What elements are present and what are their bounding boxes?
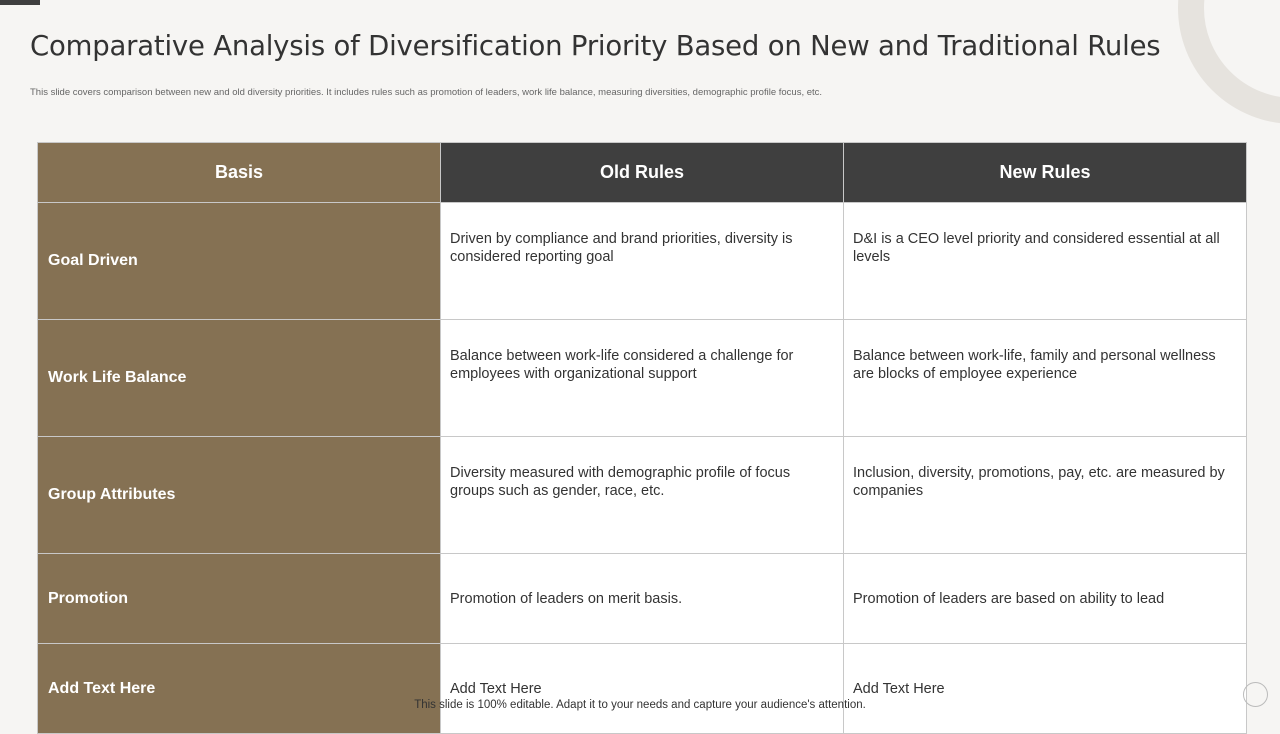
old-rule-cell: Balance between work-life considered a challenge for employees with organizational support — [441, 320, 844, 437]
basis-cell: Add Text Here — [38, 644, 441, 734]
new-rule-cell: Add Text Here — [844, 644, 1247, 734]
old-rule-cell: Driven by compliance and brand priorities, diversity is considered reporting goal — [441, 203, 844, 320]
basis-cell: Promotion — [38, 554, 441, 644]
decorative-ring — [1178, 0, 1280, 124]
new-rule-cell: Promotion of leaders are based on ability to lead — [844, 554, 1247, 644]
table-header-row — [38, 143, 1247, 203]
comparison-table — [37, 142, 1247, 734]
table-row — [38, 437, 1247, 554]
new-rule-cell: D&I is a CEO level priority and considered essential at all levels — [844, 203, 1247, 320]
old-rule-cell: Promotion of leaders on merit basis. — [441, 554, 844, 644]
table-row — [38, 203, 1247, 320]
basis-cell: Group Attributes — [38, 437, 441, 554]
page-title: Comparative Analysis of Diversification Priority Based on New and Traditional Rules — [30, 30, 1161, 62]
header-new-rules: New Rules — [844, 143, 1247, 203]
new-rule-cell: Inclusion, diversity, promotions, pay, etc. are measured by companies — [844, 437, 1247, 554]
table-row — [38, 554, 1247, 644]
header-old-rules: Old Rules — [441, 143, 844, 203]
table-row — [38, 320, 1247, 437]
header-basis: Basis — [38, 143, 441, 203]
table-row — [38, 644, 1247, 734]
slide-nav-circle-icon[interactable] — [1243, 682, 1268, 707]
old-rule-cell: Add Text Here — [441, 644, 844, 734]
old-rule-cell: Diversity measured with demographic profile of focus groups such as gender, race, etc. — [441, 437, 844, 554]
page-subtitle: This slide covers comparison between new and old diversity priorities. It includes rules such as promotion of leaders, work life balance, measuring diversities, demographic profile focus, etc. — [30, 87, 823, 98]
basis-cell: Work Life Balance — [38, 320, 441, 437]
top-accent-bar — [0, 0, 40, 5]
basis-cell: Goal Driven — [38, 203, 441, 320]
footer-note: This slide is 100% editable. Adapt it to your needs and capture your audience's attention. — [414, 699, 866, 711]
new-rule-cell: Balance between work-life, family and personal wellness are blocks of employee experience — [844, 320, 1247, 437]
